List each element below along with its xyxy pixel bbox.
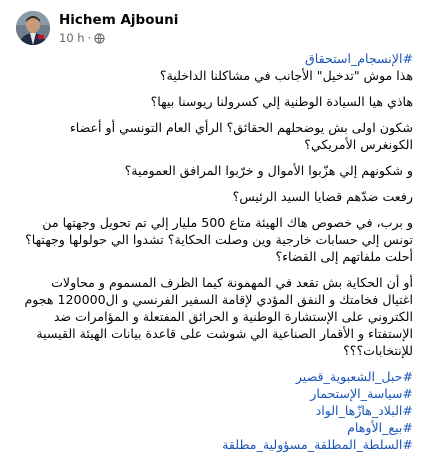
post-text: رفعت ضدّهم قضايا السيد الرئيس؟ <box>232 189 413 204</box>
globe-icon[interactable] <box>94 33 105 44</box>
hashtag-list <box>18 368 413 453</box>
post-paragraph-2 <box>18 93 413 110</box>
post-text: شكون اولى بش يوضحلهم الحقائق؟ الرأي العام التونسي أو أعضاء الكونغرس الأمريكي؟ <box>69 120 413 152</box>
post-text: أو أن الحكاية بش تقعد في المهمونة كيما الظرف المسموم و محاولات اغتيال فخامتك و النفق المؤدي لإقامة السفير الفرنسي و ال120000 هجوم الكتروني على الإستشارة الوطنية و الحرائق المفتعلة و المؤامرات ضد الإستفتاء و الأقمار الصناعية الي شوشت على قاعدة بيانات الهيئة القيسية للإنتخابات؟؟؟ <box>24 275 413 358</box>
hashtag-link[interactable]: #الإنسجام_استحقاق <box>305 51 413 66</box>
post-text: هاذي هيا السيادة الوطنية إلي كسرولنا ريوسنا بيها؟ <box>150 94 413 109</box>
post-text: و برب، في خصوص هاك الهيئة متاع 500 مليار إلي تم تحويل وجهتها من تونس إلي حسابات خارجية وين وصلت الحكاية؟ تشدوا الي حولولها وجهتها؟ أحلت ملفاتهم إلى القضاء؟ <box>25 215 413 264</box>
avatar[interactable] <box>16 11 50 45</box>
post-paragraph-1 <box>18 50 413 84</box>
post-body <box>18 50 413 452</box>
post-paragraph-4 <box>18 162 413 179</box>
post-paragraph-6 <box>18 214 413 265</box>
hashtag-link[interactable]: #بيع_الأوهام <box>347 420 413 435</box>
post-meta <box>59 31 105 45</box>
hashtag-link[interactable]: #البلاد_هازّها_الواد <box>315 403 413 418</box>
post-text: و شكونهم إلي هزّبوا الأموال و خرّبوا المرافق العمومية؟ <box>124 163 413 178</box>
post-paragraph-3 <box>18 119 413 153</box>
post-text: هذا موش "تدخيل" الأجانب في مشاكلنا الداخلية؟ <box>159 68 413 83</box>
post-paragraph-7 <box>18 274 413 359</box>
hashtag-link[interactable]: #سياسة_الإستحمار <box>310 386 413 401</box>
hashtag-link[interactable]: #حبل_الشعبوية_قصير <box>295 369 413 384</box>
profile-photo <box>16 11 50 45</box>
post-paragraph-5 <box>18 188 413 205</box>
post-header <box>0 0 429 46</box>
meta-separator: · <box>87 31 92 45</box>
post-time[interactable]: 10 h <box>59 31 85 45</box>
hashtag-link[interactable]: #السلطة_المطلقة_مسؤولية_مطلقة <box>222 437 413 452</box>
author-name[interactable]: Hichem Ajbouni <box>59 12 179 28</box>
